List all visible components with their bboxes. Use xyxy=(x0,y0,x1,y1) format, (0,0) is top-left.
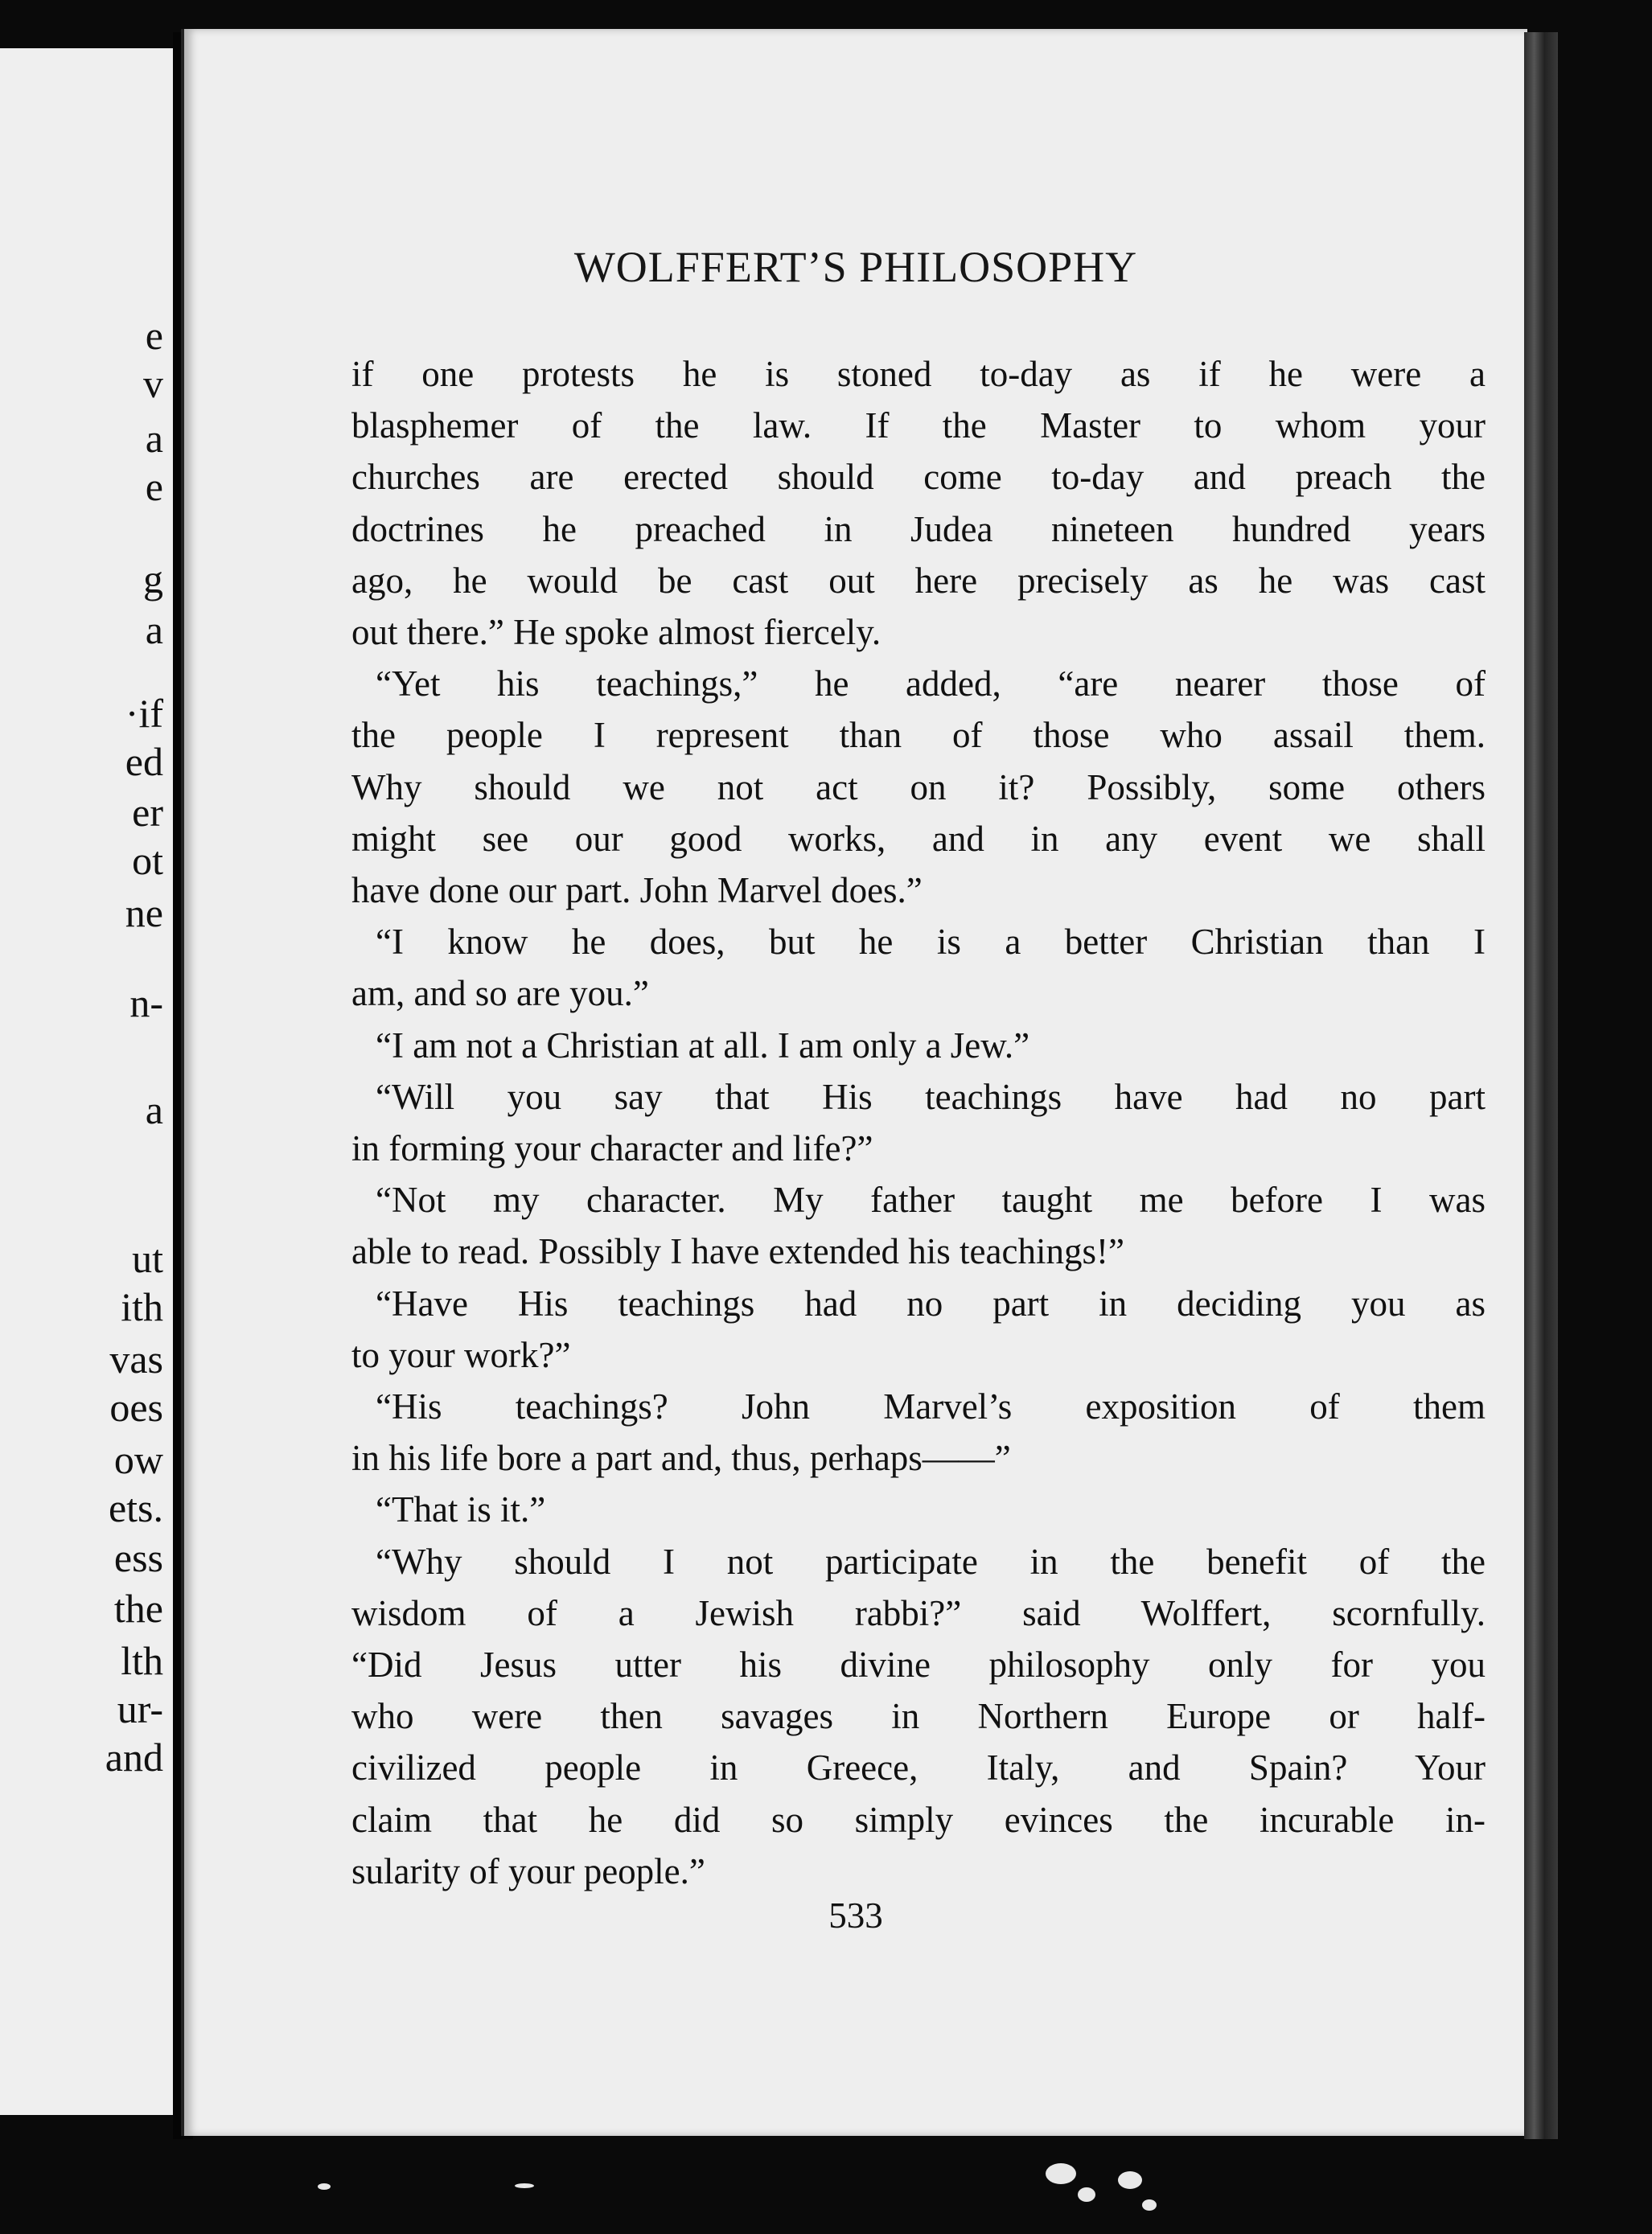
left-page-word-fragment: ur- xyxy=(117,1686,163,1731)
running-head: WOLFFERT’S PHILOSOPHY xyxy=(573,243,1138,291)
scan-speck xyxy=(515,2183,534,2188)
left-page-word-fragment: ed xyxy=(125,739,163,784)
text-line: in his life bore a part and, thus, perhaps——” xyxy=(351,1438,1011,1479)
left-page-word-fragment: e xyxy=(145,313,163,358)
left-page-word-fragment: lth xyxy=(121,1638,163,1683)
left-page-word-fragment: g xyxy=(143,556,163,602)
scan-speck xyxy=(1118,2171,1142,2189)
text-line: who were then savages in Northern Europe or half- xyxy=(351,1696,1486,1737)
left-page-word-fragment: ith xyxy=(121,1284,163,1329)
scan-speck xyxy=(1078,2187,1095,2202)
scan-speck xyxy=(318,2183,331,2190)
page-edge-stack xyxy=(1524,32,1558,2139)
left-page-word-fragment: ·if xyxy=(125,691,163,736)
text-line: claim that he did so simply evinces the incurable in- xyxy=(351,1799,1486,1840)
scan-speck xyxy=(1142,2199,1157,2211)
left-page-word-fragment: ut xyxy=(132,1236,163,1281)
text-line: “I am not a Christian at all. I am only a Jew.” xyxy=(376,1025,1030,1066)
scan-speck xyxy=(1046,2163,1076,2184)
left-page-word-fragment: ets. xyxy=(108,1485,163,1530)
left-page-word-fragment: ess xyxy=(113,1535,163,1580)
text-line: blasphemer of the law. If the Master to whom your xyxy=(351,405,1486,446)
left-page-word-fragment: a xyxy=(145,607,163,652)
left-page-word-fragment: a xyxy=(145,416,163,461)
text-line: Why should we not act on it? Possibly, some others xyxy=(351,766,1486,807)
text-line: have done our part. John Marvel does.” xyxy=(351,870,923,911)
left-page-word-fragment: n- xyxy=(129,980,163,1025)
book-page xyxy=(181,29,1527,2136)
text-line: able to read. Possibly I have extended his teachings!” xyxy=(351,1231,1124,1272)
text-line: ago, he would be cast out here precisely as he was cast xyxy=(351,560,1486,601)
text-line: the people I represent than of those who assail them. xyxy=(351,715,1486,756)
body-text xyxy=(351,348,1486,1897)
text-line: “Not my character. My father taught me before I was xyxy=(376,1180,1486,1221)
left-page-word-fragment: er xyxy=(132,790,163,835)
text-line: “Yet his teachings,” he added, “are nearer those of xyxy=(376,663,1486,704)
left-page-word-fragment: oes xyxy=(109,1385,163,1430)
text-line: “That is it.” xyxy=(376,1489,546,1530)
text-line: “Why should I not participate in the benefit of the xyxy=(376,1541,1486,1582)
text-line: to your work?” xyxy=(351,1334,571,1375)
text-line: doctrines he preached in Judea nineteen hundred years xyxy=(351,508,1486,549)
text-line: “Have His teachings had no part in deciding you as xyxy=(376,1283,1486,1324)
left-page-word-fragment: ow xyxy=(113,1437,163,1482)
text-line: churches are erected should come to-day and preach the xyxy=(351,457,1486,498)
text-line: “Will you say that His teachings have had no part xyxy=(376,1076,1486,1117)
text-line: wisdom of a Jewish rabbi?” said Wolffert, scornfully. xyxy=(351,1592,1486,1633)
text-line: out there.” He spoke almost fiercely. xyxy=(351,612,881,653)
left-page-word-fragment: ot xyxy=(132,838,163,883)
left-page-word-fragment: v xyxy=(143,361,163,406)
left-page-word-fragment: the xyxy=(113,1586,163,1631)
text-line: sularity of your people.” xyxy=(351,1850,705,1891)
left-page-word-fragment: e xyxy=(145,464,163,509)
text-line: am, and so are you.” xyxy=(351,973,649,1014)
text-line: “I know he does, but he is a better Christian than I xyxy=(376,922,1486,963)
text-line: “His teachings? John Marvel’s exposition of them xyxy=(376,1386,1486,1427)
text-line: “Did Jesus utter his divine philosophy only for you xyxy=(351,1645,1486,1686)
text-line: if one protests he is stoned to-day as if he were a xyxy=(351,354,1486,394)
left-page-fragment xyxy=(0,48,178,2115)
page-number: 533 xyxy=(828,1895,883,1936)
text-line: might see our good works, and in any event we shall xyxy=(351,818,1486,859)
left-page-word-fragment: and xyxy=(105,1735,163,1780)
left-page-word-fragment: ne xyxy=(125,890,163,935)
left-page-word-fragment: a xyxy=(145,1087,163,1132)
text-line: civilized people in Greece, Italy, and Spain? Your xyxy=(351,1747,1486,1788)
text-line: in forming your character and life?” xyxy=(351,1128,873,1169)
left-page-word-fragment: vas xyxy=(109,1337,163,1382)
